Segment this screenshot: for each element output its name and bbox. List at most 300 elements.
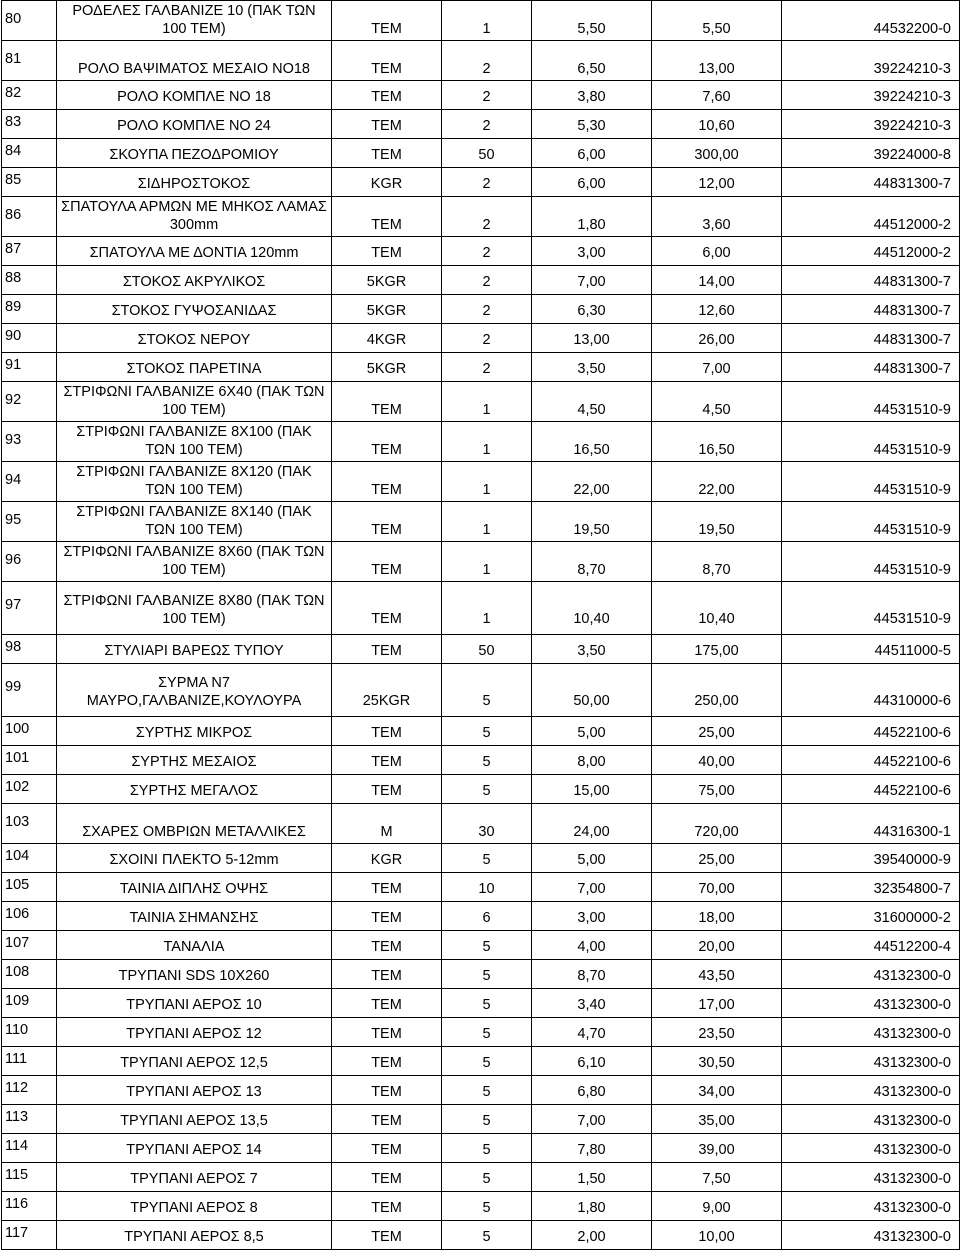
quantity: 1	[442, 382, 532, 422]
row-number: 109	[2, 989, 57, 1018]
unit-price: 15,00	[532, 775, 652, 804]
unit-of-measure: 25KGR	[332, 664, 442, 717]
cpv-code: 31600000-2	[782, 902, 960, 931]
item-description: ΣΤΡΙΦΩΝΙ ΓΑΛΒΑΝΙΖΕ 8Χ120 (ΠΑΚ ΤΩΝ 100 ΤΕΜ)	[57, 462, 332, 502]
cpv-code: 39540000-9	[782, 844, 960, 873]
unit-price: 8,70	[532, 542, 652, 582]
table-row	[2, 1163, 960, 1192]
quantity: 1	[442, 1, 532, 41]
unit-of-measure: ΤΕΜ	[332, 873, 442, 902]
line-total: 250,00	[652, 664, 782, 717]
line-total: 19,50	[652, 502, 782, 542]
cpv-code: 44522100-6	[782, 717, 960, 746]
item-description: ΡΟΛΟ ΒΑΨΙΜΑΤΟΣ ΜΕΣΑΙΟ ΝΟ18	[57, 41, 332, 81]
quantity: 1	[442, 542, 532, 582]
table-row	[2, 139, 960, 168]
quantity: 1	[442, 582, 532, 635]
table-row	[2, 804, 960, 844]
cpv-code: 44522100-6	[782, 775, 960, 804]
item-description: ΣΥΡΤΗΣ ΜΕΣΑΙΟΣ	[57, 746, 332, 775]
item-description: ΡΟΛΟ ΚΟΜΠΛΕ ΝΟ 18	[57, 81, 332, 110]
row-number: 89	[2, 295, 57, 324]
row-number: 108	[2, 960, 57, 989]
line-total: 10,00	[652, 1221, 782, 1250]
row-number: 87	[2, 237, 57, 266]
table-row	[2, 1018, 960, 1047]
line-total: 4,50	[652, 382, 782, 422]
row-number: 83	[2, 110, 57, 139]
cpv-code: 43132300-0	[782, 1163, 960, 1192]
quantity: 5	[442, 717, 532, 746]
table-row	[2, 168, 960, 197]
unit-price: 7,00	[532, 266, 652, 295]
row-number: 102	[2, 775, 57, 804]
quantity: 5	[442, 1163, 532, 1192]
line-total: 75,00	[652, 775, 782, 804]
row-number: 116	[2, 1192, 57, 1221]
cpv-code: 44532200-0	[782, 1, 960, 41]
cpv-code: 44831300-7	[782, 295, 960, 324]
line-total: 22,00	[652, 462, 782, 502]
unit-of-measure: ΤΕΜ	[332, 382, 442, 422]
unit-price: 16,50	[532, 422, 652, 462]
row-number: 110	[2, 1018, 57, 1047]
cpv-code: 44531510-9	[782, 382, 960, 422]
unit-of-measure: ΤΕΜ	[332, 746, 442, 775]
item-description: ΣΤΟΚΟΣ ΓΥΨΟΣΑΝΙΔΑΣ	[57, 295, 332, 324]
quantity: 5	[442, 1076, 532, 1105]
table-row	[2, 1076, 960, 1105]
unit-price: 6,80	[532, 1076, 652, 1105]
table-row	[2, 931, 960, 960]
quantity: 2	[442, 81, 532, 110]
unit-price: 4,50	[532, 382, 652, 422]
line-total: 13,00	[652, 41, 782, 81]
unit-price: 8,00	[532, 746, 652, 775]
line-total: 16,50	[652, 422, 782, 462]
cpv-code: 43132300-0	[782, 1018, 960, 1047]
item-description: ΤΡΥΠΑΝΙ ΑΕΡΟΣ 12,5	[57, 1047, 332, 1076]
line-total: 10,60	[652, 110, 782, 139]
cpv-code: 39224000-8	[782, 139, 960, 168]
item-description: ΤΡΥΠΑΝΙ ΑΕΡΟΣ 8	[57, 1192, 332, 1221]
row-number: 104	[2, 844, 57, 873]
table-row	[2, 1105, 960, 1134]
item-description: ΤΡΥΠΑΝΙ ΑΕΡΟΣ 12	[57, 1018, 332, 1047]
item-description: ΣΥΡΤΗΣ ΜΙΚΡΟΣ	[57, 717, 332, 746]
quantity: 5	[442, 1134, 532, 1163]
unit-of-measure: ΤΕΜ	[332, 542, 442, 582]
unit-price: 3,50	[532, 353, 652, 382]
item-description: ΡΟΛΟ ΚΟΜΠΛΕ ΝΟ 24	[57, 110, 332, 139]
cpv-code: 44512200-4	[782, 931, 960, 960]
cpv-code: 43132300-0	[782, 1221, 960, 1250]
table-row	[2, 266, 960, 295]
table-row	[2, 422, 960, 462]
unit-of-measure: ΤΕΜ	[332, 502, 442, 542]
line-total: 26,00	[652, 324, 782, 353]
row-number: 85	[2, 168, 57, 197]
cpv-code: 43132300-0	[782, 1134, 960, 1163]
cpv-code: 44512000-2	[782, 197, 960, 237]
cpv-code: 44831300-7	[782, 324, 960, 353]
row-number: 115	[2, 1163, 57, 1192]
line-total: 34,00	[652, 1076, 782, 1105]
table-row	[2, 1192, 960, 1221]
unit-price: 5,00	[532, 844, 652, 873]
cpv-code: 44531510-9	[782, 462, 960, 502]
quantity: 2	[442, 197, 532, 237]
unit-price: 7,00	[532, 1105, 652, 1134]
unit-price: 3,80	[532, 81, 652, 110]
line-total: 7,00	[652, 353, 782, 382]
line-total: 7,50	[652, 1163, 782, 1192]
quantity: 5	[442, 664, 532, 717]
table-row	[2, 873, 960, 902]
line-total: 5,50	[652, 1, 782, 41]
unit-of-measure: ΤΕΜ	[332, 1192, 442, 1221]
unit-price: 6,10	[532, 1047, 652, 1076]
unit-price: 6,30	[532, 295, 652, 324]
row-number: 95	[2, 502, 57, 542]
item-description: ΣΤΡΙΦΩΝΙ ΓΑΛΒΑΝΙΖΕ 8Χ60 (ΠΑΚ ΤΩΝ 100 ΤΕΜ)	[57, 542, 332, 582]
quantity: 50	[442, 635, 532, 664]
table-row	[2, 775, 960, 804]
unit-of-measure: 5KGR	[332, 353, 442, 382]
cpv-code: 43132300-0	[782, 1076, 960, 1105]
item-description: ΤΡΥΠΑΝΙ ΑΕΡΟΣ 7	[57, 1163, 332, 1192]
row-number: 81	[2, 41, 57, 81]
unit-of-measure: ΤΕΜ	[332, 931, 442, 960]
row-number: 91	[2, 353, 57, 382]
table-row	[2, 353, 960, 382]
unit-of-measure: ΤΕΜ	[332, 462, 442, 502]
table-row	[2, 582, 960, 635]
table-row	[2, 902, 960, 931]
unit-of-measure: ΤΕΜ	[332, 1, 442, 41]
unit-of-measure: ΤΕΜ	[332, 1221, 442, 1250]
unit-of-measure: 5KGR	[332, 266, 442, 295]
item-description: ΣΠΑΤΟΥΛΑ ΑΡΜΩΝ ΜΕ ΜΗΚΟΣ ΛΑΜΑΣ 300mm	[57, 197, 332, 237]
row-number: 106	[2, 902, 57, 931]
table-row	[2, 324, 960, 353]
row-number: 90	[2, 324, 57, 353]
table-row	[2, 295, 960, 324]
unit-price: 19,50	[532, 502, 652, 542]
line-total: 7,60	[652, 81, 782, 110]
line-total: 17,00	[652, 989, 782, 1018]
cpv-code: 44310000-6	[782, 664, 960, 717]
line-total: 14,00	[652, 266, 782, 295]
unit-price: 6,50	[532, 41, 652, 81]
line-total: 3,60	[652, 197, 782, 237]
items-table-body	[2, 1, 960, 1250]
row-number: 88	[2, 266, 57, 295]
unit-of-measure: ΤΕΜ	[332, 422, 442, 462]
unit-of-measure: ΤΕΜ	[332, 775, 442, 804]
cpv-code: 44831300-7	[782, 266, 960, 295]
row-number: 107	[2, 931, 57, 960]
unit-of-measure: ΤΕΜ	[332, 1163, 442, 1192]
unit-price: 4,70	[532, 1018, 652, 1047]
table-row	[2, 382, 960, 422]
item-description: ΣΤΟΚΟΣ ΑΚΡΥΛΙΚΟΣ	[57, 266, 332, 295]
unit-price: 3,40	[532, 989, 652, 1018]
line-total: 40,00	[652, 746, 782, 775]
row-number: 84	[2, 139, 57, 168]
cpv-code: 44831300-7	[782, 168, 960, 197]
row-number: 97	[2, 582, 57, 635]
quantity: 5	[442, 1192, 532, 1221]
quantity: 1	[442, 502, 532, 542]
line-total: 12,60	[652, 295, 782, 324]
line-total: 35,00	[652, 1105, 782, 1134]
item-description: ΤΑΙΝΙΑ ΔΙΠΛΗΣ ΟΨΗΣ	[57, 873, 332, 902]
table-row	[2, 1221, 960, 1250]
cpv-code: 43132300-0	[782, 1047, 960, 1076]
line-total: 25,00	[652, 717, 782, 746]
quantity: 10	[442, 873, 532, 902]
row-number: 82	[2, 81, 57, 110]
row-number: 92	[2, 382, 57, 422]
unit-price: 3,50	[532, 635, 652, 664]
unit-of-measure: ΤΕΜ	[332, 717, 442, 746]
unit-price: 1,80	[532, 1192, 652, 1221]
quantity: 2	[442, 41, 532, 81]
item-description: ΣΧΑΡΕΣ ΟΜΒΡΙΩΝ ΜΕΤΑΛΛΙΚΕΣ	[57, 804, 332, 844]
unit-of-measure: KGR	[332, 168, 442, 197]
line-total: 300,00	[652, 139, 782, 168]
row-number: 80	[2, 1, 57, 41]
table-row	[2, 635, 960, 664]
line-total: 6,00	[652, 237, 782, 266]
table-row	[2, 1047, 960, 1076]
table-row	[2, 502, 960, 542]
table-row	[2, 717, 960, 746]
quantity: 50	[442, 139, 532, 168]
row-number: 101	[2, 746, 57, 775]
cpv-code: 43132300-0	[782, 989, 960, 1018]
unit-price: 5,50	[532, 1, 652, 41]
row-number: 105	[2, 873, 57, 902]
row-number: 96	[2, 542, 57, 582]
item-description: ΤΡΥΠΑΝΙ SDS 10Χ260	[57, 960, 332, 989]
unit-of-measure: ΤΕΜ	[332, 1105, 442, 1134]
unit-price: 6,00	[532, 168, 652, 197]
line-total: 39,00	[652, 1134, 782, 1163]
cpv-code: 44511000-5	[782, 635, 960, 664]
item-description: ΣΚΟΥΠΑ ΠΕΖΟΔΡΟΜΙΟΥ	[57, 139, 332, 168]
unit-price: 10,40	[532, 582, 652, 635]
quantity: 6	[442, 902, 532, 931]
item-description: ΤΑΙΝΙΑ ΣΗΜΑΝΣΗΣ	[57, 902, 332, 931]
cpv-code: 43132300-0	[782, 960, 960, 989]
unit-price: 22,00	[532, 462, 652, 502]
line-total: 9,00	[652, 1192, 782, 1221]
table-row	[2, 462, 960, 502]
quantity: 2	[442, 295, 532, 324]
cpv-code: 44522100-6	[782, 746, 960, 775]
unit-of-measure: ΤΕΜ	[332, 41, 442, 81]
line-total: 25,00	[652, 844, 782, 873]
cpv-code: 32354800-7	[782, 873, 960, 902]
item-description: ΣΠΑΤΟΥΛΑ ΜΕ ΔΟΝΤΙΑ 120mm	[57, 237, 332, 266]
line-total: 23,50	[652, 1018, 782, 1047]
unit-price: 2,00	[532, 1221, 652, 1250]
quantity: 2	[442, 168, 532, 197]
line-total: 10,40	[652, 582, 782, 635]
unit-price: 24,00	[532, 804, 652, 844]
quantity: 5	[442, 1221, 532, 1250]
unit-of-measure: Μ	[332, 804, 442, 844]
item-description: ΣΥΡΜΑ Ν7 ΜΑΥΡΟ,ΓΑΛΒΑΝΙΖΕ,ΚΟΥΛΟΥΡΑ	[57, 664, 332, 717]
unit-price: 5,00	[532, 717, 652, 746]
unit-price: 1,50	[532, 1163, 652, 1192]
row-number: 98	[2, 635, 57, 664]
cpv-code: 39224210-3	[782, 110, 960, 139]
line-total: 20,00	[652, 931, 782, 960]
quantity: 5	[442, 989, 532, 1018]
unit-price: 6,00	[532, 139, 652, 168]
item-description: ΣΤΟΚΟΣ ΠΑΡΕΤΙΝΑ	[57, 353, 332, 382]
item-description: ΣΙΔΗΡΟΣΤΟΚΟΣ	[57, 168, 332, 197]
unit-of-measure: ΤΕΜ	[332, 197, 442, 237]
unit-of-measure: 4KGR	[332, 324, 442, 353]
line-total: 720,00	[652, 804, 782, 844]
cpv-code: 44531510-9	[782, 502, 960, 542]
unit-of-measure: ΤΕΜ	[332, 1047, 442, 1076]
unit-price: 4,00	[532, 931, 652, 960]
line-total: 12,00	[652, 168, 782, 197]
unit-of-measure: ΤΕΜ	[332, 582, 442, 635]
cpv-code: 44831300-7	[782, 353, 960, 382]
unit-of-measure: KGR	[332, 844, 442, 873]
unit-of-measure: ΤΕΜ	[332, 237, 442, 266]
row-number: 103	[2, 804, 57, 844]
quantity: 1	[442, 462, 532, 502]
item-description: ΤΡΥΠΑΝΙ ΑΕΡΟΣ 8,5	[57, 1221, 332, 1250]
line-total: 30,50	[652, 1047, 782, 1076]
row-number: 111	[2, 1047, 57, 1076]
cpv-code: 43132300-0	[782, 1192, 960, 1221]
unit-of-measure: ΤΕΜ	[332, 81, 442, 110]
unit-price: 50,00	[532, 664, 652, 717]
table-row	[2, 41, 960, 81]
table-row	[2, 1134, 960, 1163]
item-description: ΤΡΥΠΑΝΙ ΑΕΡΟΣ 14	[57, 1134, 332, 1163]
quantity: 2	[442, 110, 532, 139]
row-number: 100	[2, 717, 57, 746]
item-description: ΣΤΡΙΦΩΝΙ ΓΑΛΒΑΝΙΖΕ 8Χ100 (ΠΑΚ ΤΩΝ 100 ΤΕΜ)	[57, 422, 332, 462]
unit-price: 8,70	[532, 960, 652, 989]
item-description: ΣΤΟΚΟΣ ΝΕΡΟΥ	[57, 324, 332, 353]
row-number: 86	[2, 197, 57, 237]
table-row	[2, 237, 960, 266]
quantity: 2	[442, 324, 532, 353]
item-description: ΤΑΝΑΛΙΑ	[57, 931, 332, 960]
quantity: 5	[442, 844, 532, 873]
item-description: ΡΟΔΕΛΕΣ ΓΑΛΒΑΝΙΖΕ 10 (ΠΑΚ ΤΩΝ 100 ΤΕΜ)	[57, 1, 332, 41]
item-description: ΣΧΟΙΝΙ ΠΛΕΚΤΟ 5-12mm	[57, 844, 332, 873]
quantity: 2	[442, 353, 532, 382]
table-row	[2, 664, 960, 717]
item-description: ΤΡΥΠΑΝΙ ΑΕΡΟΣ 13,5	[57, 1105, 332, 1134]
line-total: 8,70	[652, 542, 782, 582]
unit-of-measure: 5KGR	[332, 295, 442, 324]
cpv-code: 39224210-3	[782, 81, 960, 110]
quantity: 2	[442, 237, 532, 266]
unit-price: 3,00	[532, 902, 652, 931]
cpv-code: 44316300-1	[782, 804, 960, 844]
cpv-code: 43132300-0	[782, 1105, 960, 1134]
row-number: 99	[2, 664, 57, 717]
row-number: 113	[2, 1105, 57, 1134]
table-row	[2, 989, 960, 1018]
table-row	[2, 746, 960, 775]
cpv-code: 44531510-9	[782, 422, 960, 462]
unit-of-measure: ΤΕΜ	[332, 1134, 442, 1163]
quantity: 5	[442, 931, 532, 960]
item-description: ΣΤΥΛΙΑΡΙ ΒΑΡΕΩΣ ΤΥΠΟΥ	[57, 635, 332, 664]
unit-of-measure: ΤΕΜ	[332, 139, 442, 168]
line-total: 175,00	[652, 635, 782, 664]
quantity: 2	[442, 266, 532, 295]
line-total: 70,00	[652, 873, 782, 902]
cpv-code: 44531510-9	[782, 542, 960, 582]
quantity: 5	[442, 960, 532, 989]
unit-price: 13,00	[532, 324, 652, 353]
unit-of-measure: ΤΕΜ	[332, 902, 442, 931]
item-description: ΣΥΡΤΗΣ ΜΕΓΑΛΟΣ	[57, 775, 332, 804]
quantity: 30	[442, 804, 532, 844]
unit-price: 7,00	[532, 873, 652, 902]
table-row	[2, 110, 960, 139]
item-description: ΤΡΥΠΑΝΙ ΑΕΡΟΣ 13	[57, 1076, 332, 1105]
unit-of-measure: ΤΕΜ	[332, 110, 442, 139]
quantity: 5	[442, 775, 532, 804]
line-total: 18,00	[652, 902, 782, 931]
row-number: 114	[2, 1134, 57, 1163]
row-number: 93	[2, 422, 57, 462]
unit-of-measure: ΤΕΜ	[332, 635, 442, 664]
unit-of-measure: ΤΕΜ	[332, 1076, 442, 1105]
unit-of-measure: ΤΕΜ	[332, 989, 442, 1018]
unit-price: 1,80	[532, 197, 652, 237]
cpv-code: 39224210-3	[782, 41, 960, 81]
quantity: 5	[442, 1018, 532, 1047]
cpv-code: 44512000-2	[782, 237, 960, 266]
row-number: 117	[2, 1221, 57, 1250]
unit-of-measure: ΤΕΜ	[332, 960, 442, 989]
unit-price: 7,80	[532, 1134, 652, 1163]
item-description: ΣΤΡΙΦΩΝΙ ΓΑΛΒΑΝΙΖΕ 8Χ140 (ΠΑΚ ΤΩΝ 100 ΤΕΜ)	[57, 502, 332, 542]
quantity: 5	[442, 1047, 532, 1076]
item-description: ΣΤΡΙΦΩΝΙ ΓΑΛΒΑΝΙΖΕ 6Χ40 (ΠΑΚ ΤΩΝ 100 ΤΕΜ)	[57, 382, 332, 422]
item-description: ΣΤΡΙΦΩΝΙ ΓΑΛΒΑΝΙΖΕ 8Χ80 (ΠΑΚ ΤΩΝ 100 ΤΕΜ)	[57, 582, 332, 635]
unit-price: 5,30	[532, 110, 652, 139]
row-number: 112	[2, 1076, 57, 1105]
table-row	[2, 197, 960, 237]
line-total: 43,50	[652, 960, 782, 989]
table-row	[2, 1, 960, 41]
quantity: 1	[442, 422, 532, 462]
unit-of-measure: ΤΕΜ	[332, 1018, 442, 1047]
table-row	[2, 542, 960, 582]
table-row	[2, 960, 960, 989]
row-number: 94	[2, 462, 57, 502]
table-row	[2, 81, 960, 110]
cpv-code: 44531510-9	[782, 582, 960, 635]
